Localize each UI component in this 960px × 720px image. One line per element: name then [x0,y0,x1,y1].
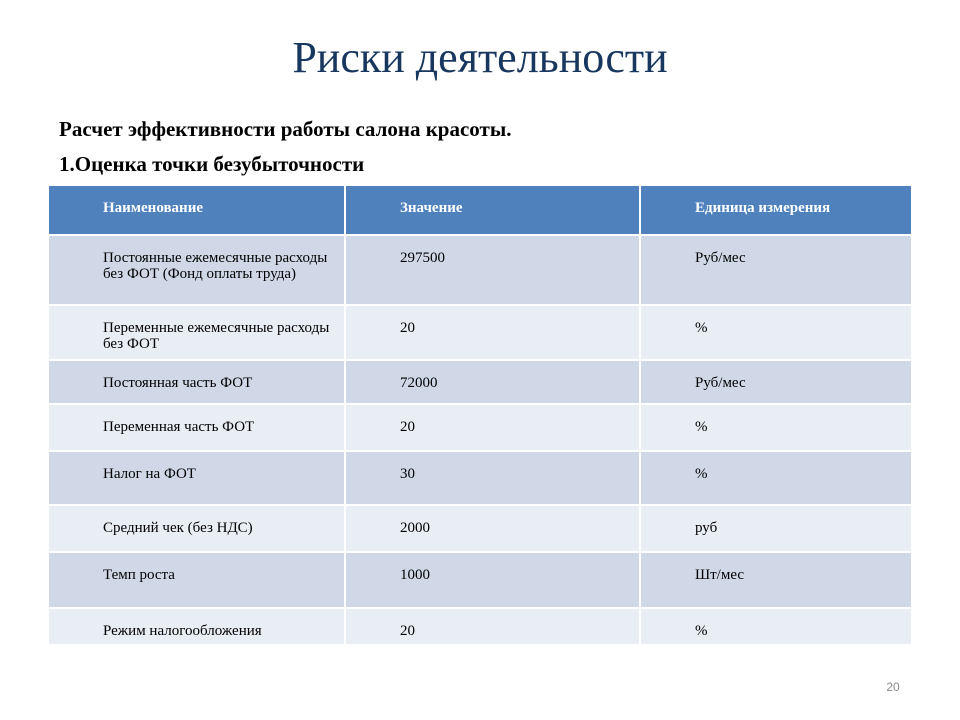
cell-unit: % [640,404,911,451]
cell-unit: % [640,305,911,360]
header-unit: Единица измерения [640,186,911,235]
subtitle-line-1: Расчет эффективности работы салона красоты. [59,117,512,141]
cell-value: 30 [345,451,640,505]
header-name: Наименование [49,186,345,235]
slide-title: Риски деятельности [292,33,668,82]
table-row [49,451,911,505]
cell-value: 72000 [345,360,640,404]
table-row [49,505,911,552]
cell-unit: % [640,608,911,644]
header-value: Значение [345,186,640,235]
subtitle-line-2: 1.Оценка точки безубыточности [59,152,365,176]
table-row [49,552,911,608]
cell-value: 297500 [345,235,640,305]
cell-value: 1000 [345,552,640,608]
cell-name: Средний чек (без НДС) [49,505,345,552]
cell-unit: % [640,451,911,505]
table-row [49,360,911,404]
cell-unit: Руб/мес [640,360,911,404]
cell-value: 20 [345,305,640,360]
cell-name: Темп роста [49,552,345,608]
cell-unit: Руб/мес [640,235,911,305]
table-header-row [49,186,911,235]
cell-name: Переменные ежемесячные расходы без ФОТ [49,305,345,360]
cell-name: Режим налогообложения [49,608,345,644]
cell-unit: руб [640,505,911,552]
cell-name: Переменная часть ФОТ [49,404,345,451]
page-number: 20 [886,680,900,694]
table-row [49,608,911,644]
table-row [49,235,911,305]
cell-name: Постоянные ежемесячные расходы без ФОТ (Фонд оплаты труда) [49,235,345,305]
cell-value: 2000 [345,505,640,552]
cell-unit: Шт/мес [640,552,911,608]
break-even-table [49,186,911,644]
cell-value: 20 [345,404,640,451]
table-row [49,404,911,451]
cell-name: Налог на ФОТ [49,451,345,505]
cell-name: Постоянная часть ФОТ [49,360,345,404]
table-row [49,305,911,360]
cell-value: 20 [345,608,640,644]
